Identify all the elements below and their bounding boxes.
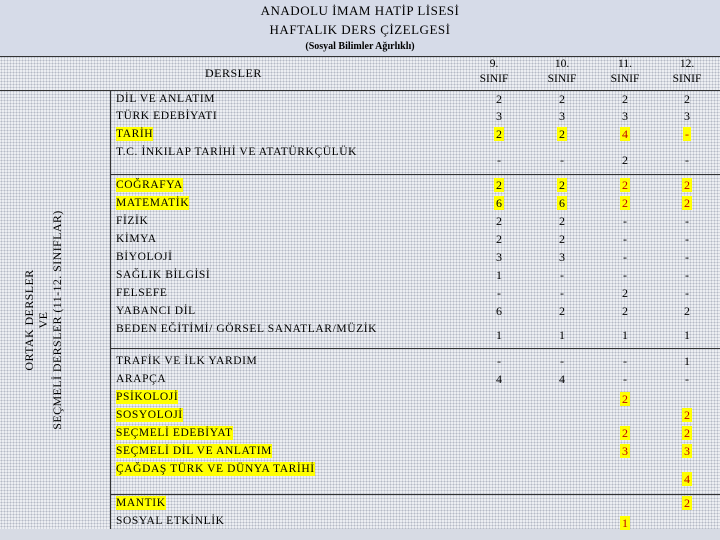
- hours-cell: 2: [496, 232, 502, 246]
- hours-cell: 3: [559, 109, 565, 123]
- subject-column-header: DERSLER: [205, 66, 262, 80]
- subject-cagdas-tarih: ÇAĞDAŞ TÜRK VE DÜNYA TARİHİ: [116, 463, 315, 475]
- grade-header-9: 9. SINIF: [479, 58, 509, 85]
- hours-cell: 2: [559, 92, 565, 106]
- hours-cell: -: [685, 268, 689, 282]
- hours-cell: 4: [622, 127, 628, 141]
- subject-trafik: TRAFİK VE İLK YARDIM: [116, 355, 258, 367]
- hours-cell: -: [685, 372, 689, 386]
- hours-cell: 4: [684, 472, 690, 486]
- hours-cell: -: [685, 286, 689, 300]
- hours-cell: 2: [559, 232, 565, 246]
- hours-cell: 2: [684, 92, 690, 106]
- hours-cell: -: [623, 214, 627, 228]
- divider: [110, 174, 720, 175]
- hours-cell: -: [497, 286, 501, 300]
- hours-cell: 3: [622, 109, 628, 123]
- grade-header-10: 10. SINIF: [547, 58, 577, 85]
- hours-cell: 6: [559, 196, 565, 210]
- hours-cell: 2: [559, 214, 565, 228]
- hours-cell: 2: [684, 426, 690, 440]
- hours-cell: -: [685, 232, 689, 246]
- hours-cell: -: [497, 354, 501, 368]
- hours-cell: -: [685, 250, 689, 264]
- divider: [110, 90, 111, 529]
- hours-cell: 3: [496, 250, 502, 264]
- hours-cell: 2: [496, 214, 502, 228]
- hours-cell: 2: [559, 178, 565, 192]
- subject-sosyal-etkinlik: SOSYAL ETKİNLİK: [116, 515, 225, 527]
- side-label: ORTAK DERSLER VE SEÇMELİ DERSLER (11-12. SINIFLAR): [22, 210, 64, 430]
- hours-cell: 2: [496, 127, 502, 141]
- school-title: ANADOLU İMAM HATİP LİSESİ: [260, 3, 460, 18]
- schedule-subtitle: (Sosyal Bilimler Ağırlıklı): [305, 41, 415, 52]
- hours-cell: -: [685, 153, 689, 167]
- hours-cell: 3: [622, 444, 628, 458]
- hours-cell: 2: [559, 304, 565, 318]
- hours-cell: 2: [496, 92, 502, 106]
- subject-fizik: FİZİK: [116, 215, 149, 227]
- subject-secmeli-edebiyat: SEÇMELİ EDEBİYAT: [116, 427, 233, 439]
- hours-cell: -: [623, 250, 627, 264]
- hours-cell: 4: [559, 372, 565, 386]
- hours-cell: 2: [622, 196, 628, 210]
- bottom-row: [0, 529, 720, 540]
- subject-matematik: MATEMATİK: [116, 197, 190, 209]
- subject-secmeli-dil: SEÇMELİ DİL VE ANLATIM: [116, 445, 272, 457]
- subject-dil-ve-anlatim: DİL VE ANLATIM: [116, 93, 216, 105]
- hours-cell: -: [560, 153, 564, 167]
- hours-cell: 1: [622, 516, 628, 530]
- hours-cell: 3: [559, 250, 565, 264]
- hours-cell: 6: [496, 196, 502, 210]
- hours-cell: 2: [559, 127, 565, 141]
- hours-cell: 3: [684, 444, 690, 458]
- hours-cell: -: [560, 268, 564, 282]
- hours-cell: 2: [684, 304, 690, 318]
- subject-cografya: COĞRAFYA: [116, 179, 183, 191]
- subject-felsefe: FELSEFE: [116, 287, 168, 299]
- hours-cell: 2: [622, 178, 628, 192]
- divider: [110, 494, 720, 495]
- hours-cell: 1: [496, 328, 502, 342]
- hours-cell: 2: [622, 392, 628, 406]
- hours-cell: 1: [684, 354, 690, 368]
- hours-cell: 2: [622, 426, 628, 440]
- hours-cell: 2: [684, 408, 690, 422]
- hours-cell: -: [623, 268, 627, 282]
- subject-saglik-bilgisi: SAĞLIK BİLGİSİ: [116, 269, 211, 281]
- subject-mantik: MANTIK: [116, 497, 166, 509]
- grade-header-12: 12. SINIF: [672, 58, 702, 85]
- hours-cell: 2: [684, 496, 690, 510]
- hours-cell: 6: [496, 304, 502, 318]
- subject-tarih: TARİH: [116, 128, 154, 140]
- hours-cell: 1: [559, 328, 565, 342]
- hours-cell: 3: [684, 109, 690, 123]
- hours-cell: 2: [622, 286, 628, 300]
- hours-cell: 4: [496, 372, 502, 386]
- divider: [110, 348, 720, 349]
- hours-cell: 2: [622, 153, 628, 167]
- hours-cell: -: [623, 372, 627, 386]
- hours-cell: -: [685, 214, 689, 228]
- hours-cell: 2: [684, 178, 690, 192]
- hours-cell: 1: [496, 268, 502, 282]
- subject-psikoloji: PSİKOLOJİ: [116, 391, 179, 403]
- hours-cell: 2: [684, 196, 690, 210]
- hours-cell: -: [497, 153, 501, 167]
- subject-sosyoloji: SOSYOLOJİ: [116, 409, 183, 421]
- hours-cell: 2: [622, 304, 628, 318]
- hours-cell: 2: [496, 178, 502, 192]
- hours-cell: 2: [622, 92, 628, 106]
- subject-yabanci-dil: YABANCI DİL: [116, 305, 196, 317]
- hours-cell: -: [560, 286, 564, 300]
- subject-kimya: KİMYA: [116, 233, 157, 245]
- subject-beden-egitimi: BEDEN EĞİTİMİ/ GÖRSEL SANATLAR/MÜZİK: [116, 323, 378, 335]
- subject-arapca: ARAPÇA: [116, 373, 167, 385]
- hours-cell: -: [560, 354, 564, 368]
- subject-inkilap-tarihi: T.C. İNKILAP TARİHİ VE ATATÜRKÇÜLÜK: [116, 146, 358, 158]
- divider: [0, 56, 720, 57]
- hours-cell: -: [623, 354, 627, 368]
- schedule-title: HAFTALIK DERS ÇİZELGESİ: [269, 22, 451, 37]
- grade-header-11: 11. SINIF: [610, 58, 640, 85]
- hours-cell: -: [623, 232, 627, 246]
- subject-turk-edebiyati: TÜRK EDEBİYATI: [116, 110, 218, 122]
- divider: [0, 90, 720, 91]
- subject-biyoloji: BİYOLOJİ: [116, 251, 173, 263]
- hours-cell: 1: [684, 328, 690, 342]
- hours-cell: -: [685, 127, 689, 141]
- hours-cell: 1: [622, 328, 628, 342]
- hours-cell: 3: [496, 109, 502, 123]
